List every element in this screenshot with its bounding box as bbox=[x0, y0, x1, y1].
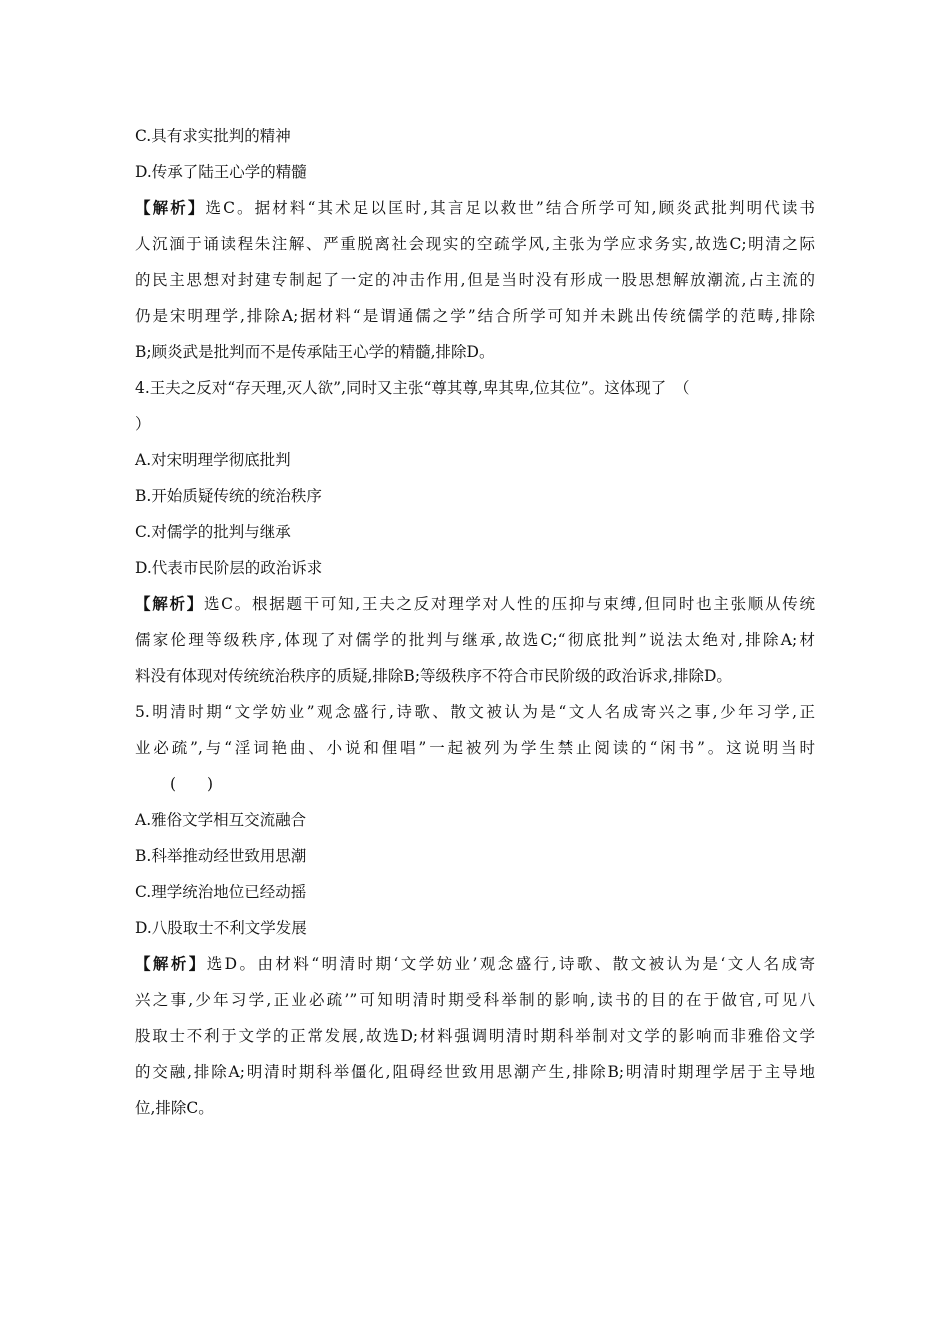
q5-option-c: C.理学统治地位已经动摇 bbox=[135, 883, 307, 901]
analysis-tag: 【解析】 bbox=[135, 594, 204, 613]
q5-option-b: B.科举推动经世致用思潮 bbox=[135, 847, 307, 865]
q3-analysis-line-5: B;顾炎武是批判而不是传承陆王心学的精髓,排除D。 bbox=[135, 343, 495, 361]
q3-analysis-line-3: 的民主思想对封建专制起了一定的冲击作用,但是当时没有形成一股思想解放潮流,占主流的 bbox=[135, 271, 815, 289]
q3-analysis-line-4: 仍是宋明理学,排除A;据材料“是谓通儒之学”结合所学可知并未跳出传统儒学的范畴,排除 bbox=[135, 307, 815, 325]
q3-option-c: C.具有求实批判的精神 bbox=[135, 127, 291, 145]
q3-analysis-line-1: 【解析】选C。据材料“其术足以匡时,其言足以救世”结合所学可知,顾炎武批判明代读书 bbox=[135, 198, 815, 217]
q4-option-c: C.对儒学的批判与继承 bbox=[135, 523, 291, 541]
q5-analysis-line-1: 【解析】选D。由材料“明清时期‘文学妨业’观念盛行,诗歌、散文被认为是‘文人名成寄 bbox=[135, 954, 815, 973]
q4-option-a: A.对宋明理学彻底批判 bbox=[135, 451, 291, 469]
q5-analysis-line-5: 位,排除C。 bbox=[135, 1099, 214, 1117]
analysis-tag: 【解析】 bbox=[135, 954, 207, 973]
q4-analysis-line-1: 【解析】选C。根据题干可知,王夫之反对理学对人性的压抑与束缚,但同时也主张顺从传统 bbox=[135, 594, 815, 613]
q5-analysis-line-3: 股取士不利于文学的正常发展,故选D;材料强调明清时期科举制对文学的影响而非雅俗文学 bbox=[135, 1027, 815, 1045]
q5-stem-line-2: 业必疏”,与“淫词艳曲、小说和俚唱”一起被列为学生禁止阅读的“闲书”。这说明当时 bbox=[135, 739, 815, 757]
q4-analysis-line-2: 儒家伦理等级秩序,体现了对儒学的批判与继承,故选C;“彻底批判”说法太绝对,排除A;材 bbox=[135, 631, 815, 649]
q5-option-d: D.八股取士不利文学发展 bbox=[135, 919, 307, 937]
q5-analysis-line-2: 兴之事,少年习学,正业必疏’”可知明清时期受科举制的影响,读书的目的在于做官,可见八 bbox=[135, 991, 815, 1009]
q4-stem-line-2: ） bbox=[135, 415, 151, 433]
analysis-tag: 【解析】 bbox=[135, 198, 206, 217]
q5-stem-line-1: 5.明清时期“文学妨业”观念盛行,诗歌、散文被认为是“文人名成寄兴之事,少年习学,正 bbox=[135, 703, 815, 721]
q5-option-a: A.雅俗文学相互交流融合 bbox=[135, 811, 307, 829]
q4-option-d: D.代表市民阶层的政治诉求 bbox=[135, 559, 323, 577]
q4-analysis-line-3: 料没有体现对传统统治秩序的质疑,排除B;等级秩序不符合市民阶级的政治诉求,排除D。 bbox=[135, 667, 732, 685]
q3-option-d: D.传承了陆王心学的精髓 bbox=[135, 163, 307, 181]
q4-stem-line-1: 4.王夫之反对“存天理,灭人欲”,同时又主张“尊其尊,卑其卑,位其位”。这体现了 （ bbox=[135, 379, 690, 397]
q5-analysis-line-4: 的交融,排除A;明清时期科举僵化,阻碍经世致用思潮产生,排除B;明清时期理学居于主导地 bbox=[135, 1063, 815, 1081]
q5-answer-paren: ( ) bbox=[170, 775, 214, 793]
q3-analysis-line-2: 人沉湎于诵读程朱注解、严重脱离社会现实的空疏学风,主张为学应求务实,故选C;明清之际 bbox=[135, 235, 815, 253]
q4-option-b: B.开始质疑传统的统治秩序 bbox=[135, 487, 322, 505]
